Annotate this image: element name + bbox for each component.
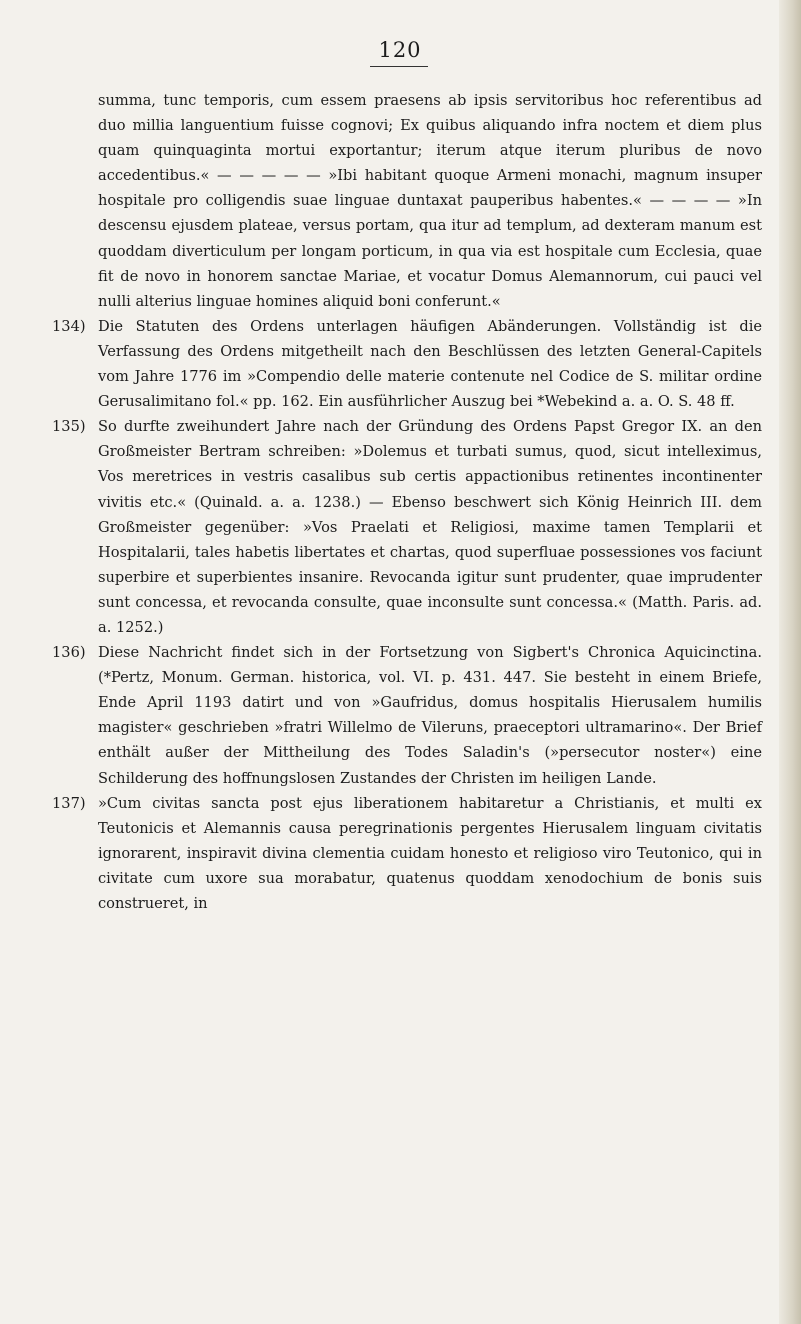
footnote-number: 135) [52,418,86,436]
footnote-text: So durfte zweihundert Jahre nach der Gründung des Ordens Papst Gregor IX. an den Großmeister Bertram schreiben: »Dolemus et turbati sumus, quod, sicut intelleximus, Vos meretrices in vestris casalibus sub certis appactionibus retinentes incontinenter vivitis etc.« (Quinald. a. a. 1238.) — Ebenso beschwert sich König Heinrich III. dem Großmeister gegenüber: »Vos Praelati et Religiosi, maxime tamen Templarii et Hospitalarii, tales habetis libertates et chartas, quod superfluae possessiones vos faciunt superbire et superbientes insanire. Revocanda igitur sunt prudenter, quae imprudenter sunt concessa, et revocanda consulte, quae inconsulte sunt concessa.« (Matth. Paris. ad. a. 1252.) [98,418,762,636]
body-text [52,88,762,916]
paragraph-continuation: summa, tunc temporis, cum essem praesens ab ipsis servitoribus hoc referentibus ad duo millia languentium fuisse cognovi; Ex quibus aliquando infra noctem et diem plus quam quinquaginta mortui exportantur; iterum atque iterum pluribus de novo accedentibus.« — — — — — »Ibi habitant quoque Armeni monachi, magnum insuper hospitale pro colligendis suae linguae duntaxat pauperibus habentes.« — — — — »In descensu ejusdem plateae, versus portam, qua itur ad templum, ad dexteram manum est quoddam diverticulum per longam porticum, in qua via est hospitale cum Ecclesia, quae fit de novo in honorem sanctae Mariae, et vocatur Domus Alemannorum, cui pauci vel nulli alterius linguae homines aliquid boni conferunt.« [98,92,762,310]
footnote-text: »Cum civitas sancta post ejus liberationem habitaretur a Christianis, et multi ex Teutonicis et Alemannis causa peregrinationis pergentes Hierusalem linguam civitatis ignorarent, inspiravit divina clementia cuidam honesto et religioso viro Teutonico, qui in civitate cum uxore sua morabatur, quatenus quoddam xenodochium de bonis suis construeret, in [98,794,762,912]
footnote-number: 136) [52,644,86,662]
footnote-134 [52,314,762,414]
footnote-number: 134) [52,317,86,335]
page-number: 120 [378,38,422,62]
footnote-text: Die Statuten des Ordens unterlagen häufigen Abänderungen. Vollständig ist die Verfassung des Ordens mitgetheilt nach den Beschlüssen des letzten General-Capitels vom Jahre 1776 im »Compendio delle materie contenute nel Codice de S. militar ordine Gerusalimitano fol.« pp. 162. Ein ausführlicher Auszug bei *Webekind a. a. O. S. 48 ff. [98,317,762,411]
header-rule [370,66,428,67]
footnote-135 [52,414,762,640]
footnote-number: 137) [52,794,86,812]
footnote-text: Diese Nachricht findet sich in der Fortsetzung von Sigbert's Chronica Aquicinctina. (*Pertz, Monum. German. historica, vol. VI. p. 431. 447. Sie besteht in einem Briefe, Ende April 1193 datirt und von »Gaufridus, domus hospitalis Hierusalem humilis magister« geschrieben »fratri Willelmo de Vileruns, praeceptori ultramarino«. Der Brief enthält außer der Mittheilung des Todes Saladin's (»persecutor noster«) eine Schilderung des hoffnungslosen Zustandes der Christen im heiligen Lande. [98,644,762,787]
page-edge [779,0,801,1324]
footnote-137 [52,791,762,916]
footnote-136 [52,640,762,791]
